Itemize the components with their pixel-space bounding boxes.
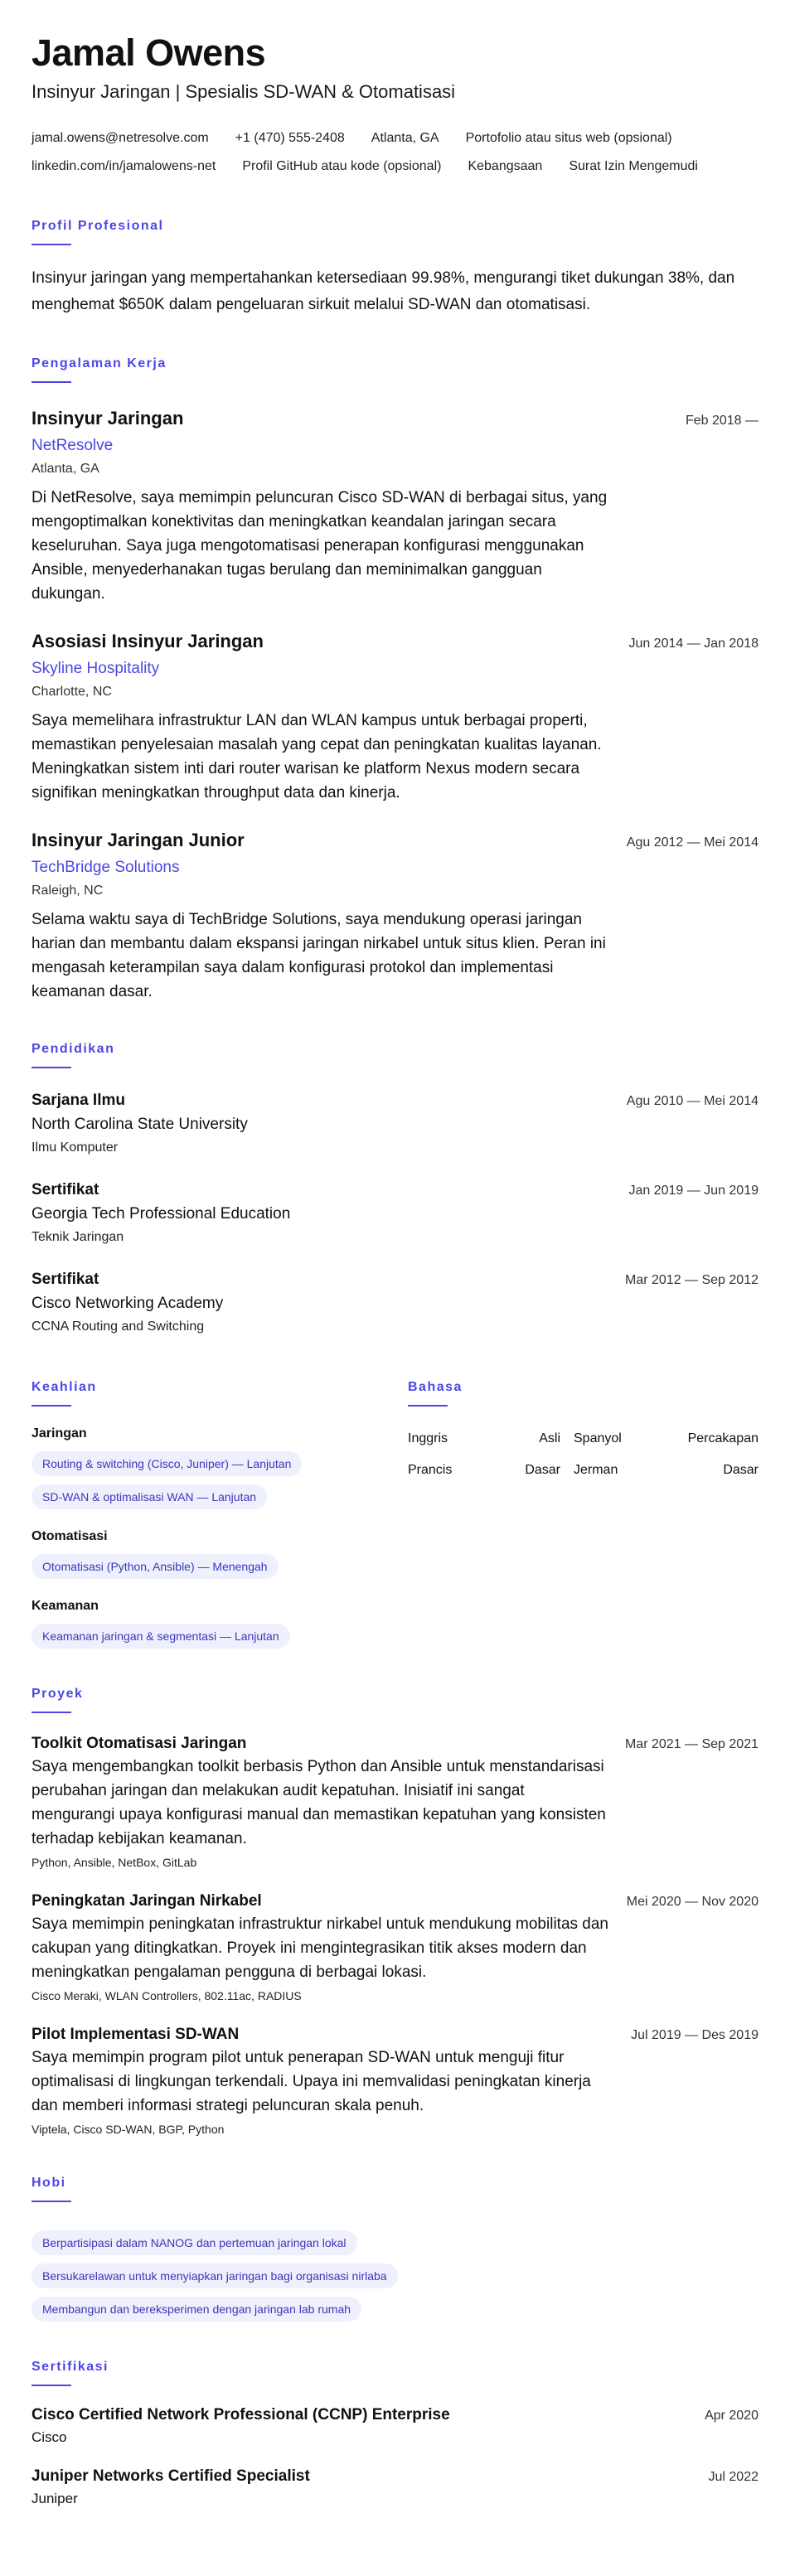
- job-company: TechBridge Solutions: [32, 859, 180, 876]
- certification-issuer: Cisco: [32, 2429, 67, 2445]
- job-company: Skyline Hospitality: [32, 660, 160, 677]
- certification-entry: [32, 2404, 758, 2448]
- project-description: Saya memimpin program pilot untuk penerapan SD-WAN untuk menguji fitur optimalisasi di lingkungan terkendali. Upaya ini memvalidasi peningkatan kinerja dan memberi informasi strategi peluncuran skala penuh.: [32, 2049, 591, 2114]
- experience-section: [32, 355, 758, 1004]
- project-description: Saya mengembangkan toolkit berbasis Python dan Ansible untuk menstandarisasi perubahan jaringan dan melakukan audit kepatuhan. Inisiatif ini sangat mengurangi upaya konfigurasi manual dan memastikan kepatuhan yang konsisten terhadap kebijakan keamanan.: [32, 1758, 606, 1847]
- section-divider: [32, 1712, 71, 1713]
- certifications-section: [32, 2358, 758, 2509]
- project-entry: [32, 1891, 758, 2004]
- skill-chip: Keamanan jaringan & segmentasi — Lanjutan: [32, 1624, 290, 1649]
- skill-group-label: Jaringan: [32, 1426, 87, 1441]
- certification-date: Apr 2020: [705, 2409, 758, 2423]
- project-dates: Mei 2020 — Nov 2020: [626, 1895, 758, 1909]
- hobby-chip: Membangun dan bereksperimen dengan jaringan lab rumah: [32, 2297, 361, 2322]
- project-description: Saya memimpin peningkatan infrastruktur nirkabel untuk mendukung mobilitas dan cakupan yang ditingkatkan. Proyek ini mengintegrasikan titik akses modern dan meningkatkan pengalaman pengguna di berbagai lokasi.: [32, 1915, 608, 1981]
- project-entry: [32, 2024, 758, 2138]
- language-item: [408, 1461, 560, 1479]
- job-location: Charlotte, NC: [32, 685, 112, 699]
- language-level: Dasar: [525, 1463, 560, 1477]
- summary-section: [32, 217, 758, 318]
- education-school: North Carolina State University: [32, 1116, 248, 1133]
- hobby-chip: Berpartisipasi dalam NANOG dan pertemuan jaringan lokal: [32, 2230, 357, 2255]
- section-divider: [32, 1067, 71, 1068]
- contact-email[interactable]: jamal.owens@netresolve.com: [32, 131, 209, 145]
- job-title: Insinyur Jaringan Junior: [32, 830, 245, 850]
- contact-portfolio[interactable]: Portofolio atau situs web (opsional): [465, 131, 672, 145]
- hobby-chip: Bersukarelawan untuk menyiapkan jaringan bagi organisasi nirlaba: [32, 2264, 398, 2288]
- project-entry: [32, 1733, 758, 1871]
- project-title: Pilot Implementasi SD-WAN: [32, 2026, 240, 2043]
- project-title: Peningkatan Jaringan Nirkabel: [32, 1892, 262, 1910]
- section-title: Bahasa: [408, 1380, 463, 1394]
- project-title: Toolkit Otomatisasi Jaringan: [32, 1735, 247, 1752]
- job-company: NetResolve: [32, 437, 114, 454]
- skill-chip: SD-WAN & optimalisasi WAN — Lanjutan: [32, 1484, 267, 1509]
- certification-name: Juniper Networks Certified Specialist: [32, 2467, 310, 2485]
- hobbies-section: [32, 2174, 758, 2322]
- section-divider: [32, 244, 71, 245]
- certification-issuer: Juniper: [32, 2491, 78, 2506]
- project-dates: Jul 2019 — Des 2019: [631, 2028, 758, 2042]
- section-title: Hobi: [32, 2176, 66, 2190]
- section-title: Sertifikasi: [32, 2360, 109, 2374]
- contact-driving-license: Surat Izin Mengemudi: [569, 159, 698, 173]
- skill-group: [32, 1597, 408, 1649]
- contact-linkedin[interactable]: linkedin.com/in/jamalowens-net: [32, 159, 216, 173]
- summary-text: Insinyur jaringan yang mempertahankan ketersediaan 99.98%, mengurangi tiket dukungan 38%, dan menghemat $650K dalam pengeluaran sirkuit melalui SD-WAN dan otomatisasi.: [32, 269, 735, 313]
- education-degree: Sarjana Ilmu: [32, 1092, 125, 1109]
- job-dates: Feb 2018 —: [685, 414, 758, 428]
- section-divider: [408, 1405, 448, 1407]
- language-level: Asli: [539, 1431, 560, 1445]
- skill-group-label: Otomatisasi: [32, 1529, 108, 1543]
- certification-entry: [32, 2466, 758, 2509]
- education-section: [32, 1040, 758, 1337]
- section-divider: [32, 381, 71, 383]
- resume-header: [32, 31, 758, 181]
- skill-chip: Otomatisasi (Python, Ansible) — Menengah: [32, 1554, 279, 1579]
- project-dates: Mar 2021 — Sep 2021: [625, 1737, 758, 1751]
- project-tech: Cisco Meraki, WLAN Controllers, 802.11ac, RADIUS: [32, 1989, 302, 2002]
- section-title: Keahlian: [32, 1380, 97, 1394]
- section-title: Profil Profesional: [32, 219, 164, 233]
- education-entry: [32, 1269, 758, 1337]
- language-level: Dasar: [723, 1463, 758, 1477]
- language-name: Spanyol: [574, 1431, 622, 1445]
- contact-github[interactable]: Profil GitHub atau kode (opsional): [242, 159, 442, 173]
- project-tech: Python, Ansible, NetBox, GitLab: [32, 1856, 197, 1869]
- candidate-name: Jamal Owens: [32, 31, 266, 74]
- section-title: Proyek: [32, 1687, 84, 1701]
- language-name: Prancis: [408, 1463, 453, 1477]
- language-list: [408, 1430, 758, 1479]
- language-item: [408, 1430, 560, 1448]
- language-item: [574, 1461, 758, 1479]
- education-field: Teknik Jaringan: [32, 1230, 124, 1244]
- job-entry: [32, 406, 758, 606]
- education-school: Cisco Networking Academy: [32, 1295, 224, 1312]
- education-field: CCNA Routing and Switching: [32, 1319, 205, 1334]
- job-location: Raleigh, NC: [32, 884, 104, 898]
- language-name: Jerman: [574, 1463, 618, 1477]
- education-dates: Agu 2010 — Mei 2014: [626, 1094, 758, 1108]
- contact-location: Atlanta, GA: [371, 131, 439, 145]
- job-location: Atlanta, GA: [32, 462, 99, 476]
- job-title: Asosiasi Insinyur Jaringan: [32, 631, 264, 651]
- section-divider: [32, 2201, 71, 2202]
- education-degree: Sertifikat: [32, 1271, 99, 1288]
- language-level: Percakapan: [687, 1431, 758, 1445]
- job-entry: [32, 629, 758, 805]
- skill-group: [32, 1425, 408, 1509]
- education-school: Georgia Tech Professional Education: [32, 1205, 291, 1223]
- section-title: Pengalaman Kerja: [32, 356, 167, 370]
- contact-phone[interactable]: +1 (470) 555-2408: [235, 131, 345, 145]
- education-dates: Mar 2012 — Sep 2012: [625, 1273, 758, 1287]
- job-title: Insinyur Jaringan: [32, 408, 184, 429]
- education-dates: Jan 2019 — Jun 2019: [628, 1184, 758, 1198]
- language-item: [574, 1430, 758, 1448]
- skills-section: [32, 1378, 408, 1649]
- education-entry: [32, 1090, 758, 1158]
- job-entry: [32, 828, 758, 1004]
- education-field: Ilmu Komputer: [32, 1140, 119, 1155]
- job-description: Di NetResolve, saya memimpin peluncuran Cisco SD-WAN di berbagai situs, yang mengoptimalkan konektivitas dan meningkatkan keandalan jaringan secara keseluruhan. Saya juga mengotomatisasi penerapan konfigurasi menggunakan Ansible, menyederhanakan tugas berulang dan meminimalkan gangguan dukungan.: [32, 489, 608, 603]
- hobby-list: [32, 2222, 758, 2322]
- job-description: Saya memelihara infrastruktur LAN dan WLAN kampus untuk berbagai properti, memastikan penyelesaian masalah yang cepat dan peningkatan kualitas layanan. Meningkatkan sistem inti dari router warisan ke platform Nexus modern secara signifikan meningkatkan throughput data dan kinerja.: [32, 712, 602, 801]
- languages-section: [408, 1378, 758, 1649]
- certification-date: Jul 2022: [708, 2470, 758, 2484]
- education-degree: Sertifikat: [32, 1181, 99, 1198]
- skill-chip: Routing & switching (Cisco, Juniper) — Lanjutan: [32, 1451, 302, 1476]
- job-dates: Agu 2012 — Mei 2014: [626, 835, 758, 850]
- job-dates: Jun 2014 — Jan 2018: [628, 637, 758, 651]
- section-divider: [32, 2385, 71, 2386]
- section-divider: [32, 1405, 71, 1407]
- certification-name: Cisco Certified Network Professional (CCNP) Enterprise: [32, 2406, 450, 2423]
- candidate-subtitle: Insinyur Jaringan | Spesialis SD-WAN & Otomatisasi: [32, 81, 456, 102]
- projects-section: [32, 1685, 758, 2138]
- skills-languages-row: [32, 1378, 758, 1649]
- language-name: Inggris: [408, 1431, 448, 1445]
- job-description: Selama waktu saya di TechBridge Solutions, saya mendukung operasi jaringan harian dan membantu dalam ekspansi jaringan nirkabel untuk situs klien. Peran ini mengasah keterampilan saya dalam konfigurasi protokol dan implementasi keamanan dasar.: [32, 911, 606, 1000]
- project-tech: Viptela, Cisco SD-WAN, BGP, Python: [32, 2123, 225, 2136]
- skill-group-label: Keamanan: [32, 1599, 99, 1613]
- section-title: Pendidikan: [32, 1042, 115, 1056]
- contact-list: [32, 124, 744, 181]
- education-entry: [32, 1179, 758, 1247]
- contact-nationality: Kebangsaan: [468, 159, 543, 173]
- skill-group: [32, 1528, 408, 1579]
